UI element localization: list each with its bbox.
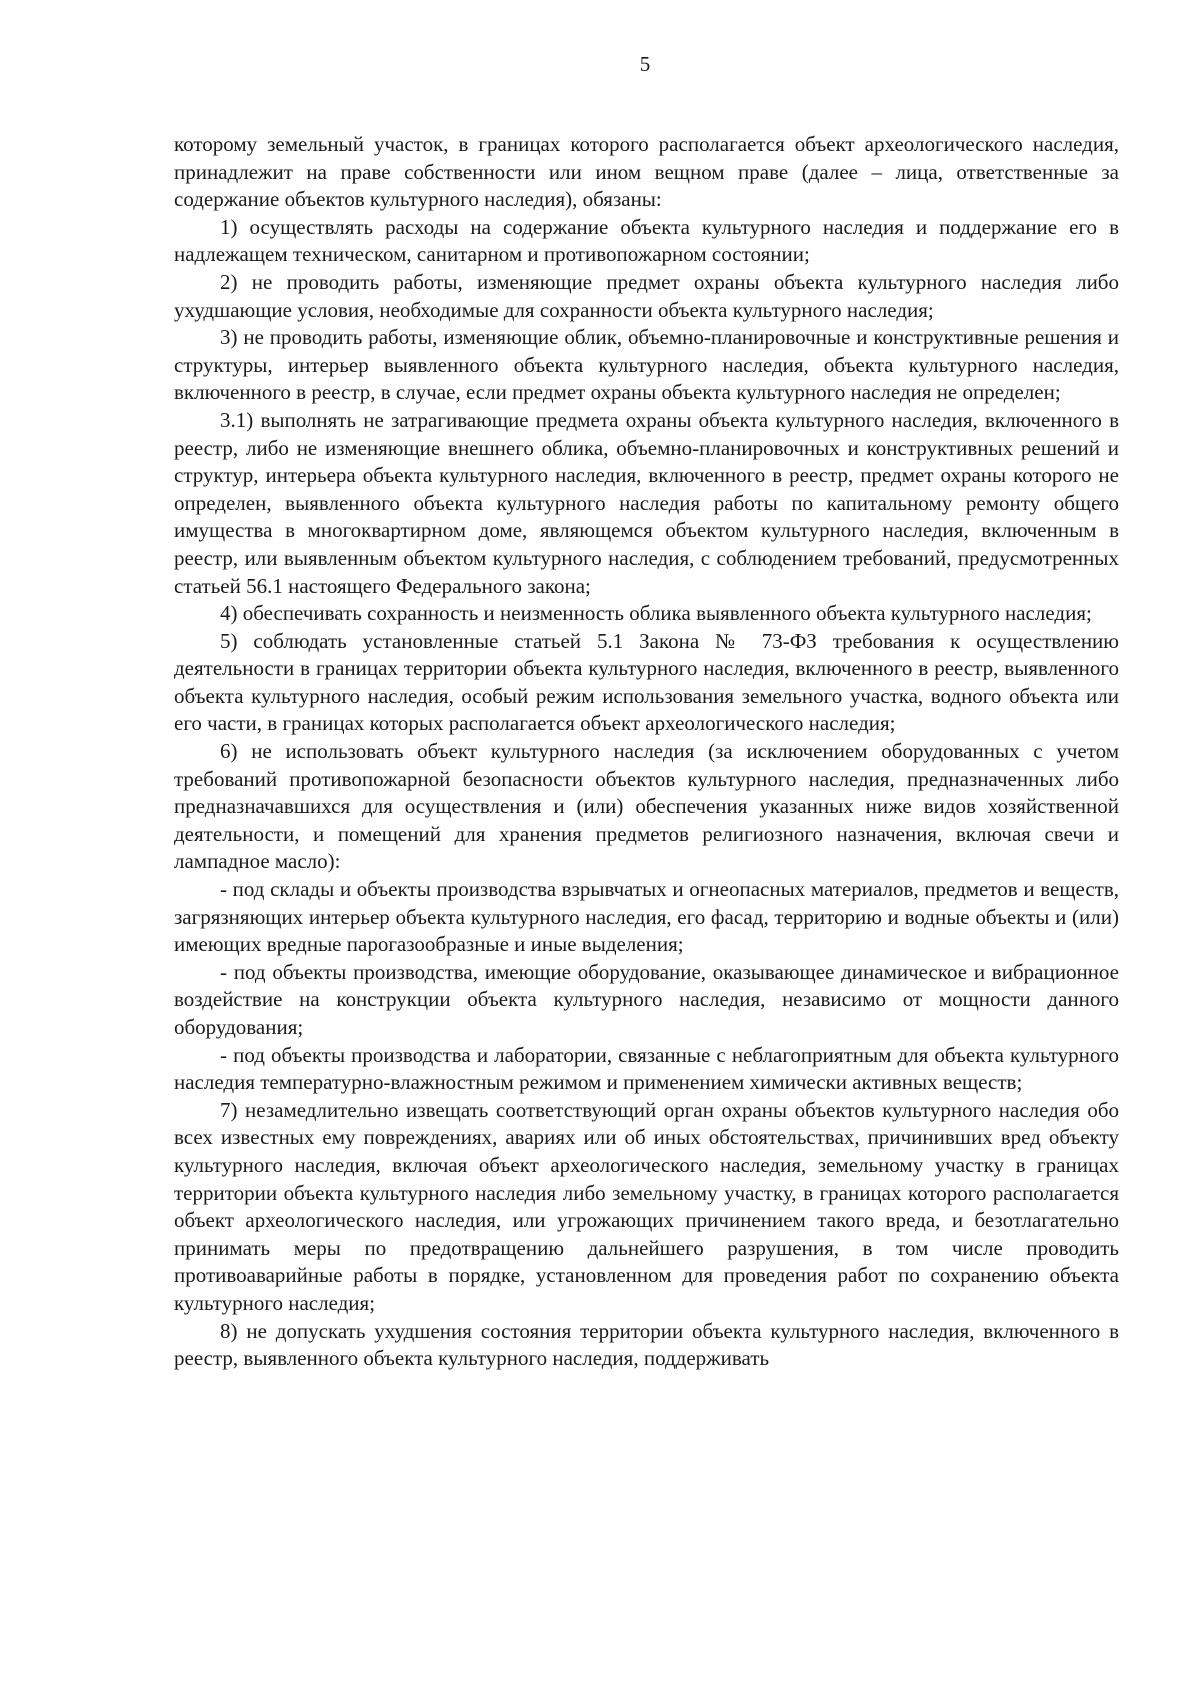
paragraph-item-4: 4) обеспечивать сохранность и неизменность облика выявленного объекта культурного наследия; [220, 601, 1092, 626]
page-number: 5 [639, 52, 651, 76]
paragraph-intro: которому земельный участок, в границах которого располагается объект археологического наследия, принадлежит на праве собственности или ином вещном праве (далее – лица, ответственные за содержание объектов культурного наследия), обязаны: [174, 132, 1119, 212]
paragraph-item-6: 6) не использовать объект культурного наследия (за исключением оборудованных с учетом требований противопожарной безопасности объектов культурного наследия, предназначенных либо предназначавшихся для осуществления и (или) обеспечения указанных ниже видов хозяйственной деятельности, и помещений для хранения предметов религиозного назначения, включая свечи и лампадное масло): [174, 739, 1119, 874]
paragraph-item-8: 8) не допускать ухудшения состояния территории объекта культурного наследия, включенного в реестр, выявленного объекта культурного наследия, поддерживать [174, 1318, 1119, 1371]
paragraph-item-3: 3) не проводить работы, изменяющие облик, объемно-планировочные и конструктивные решения и структуры, интерьер выявленного объекта культурного наследия, объекта культурного наследия, включенного в реестр, в случае, если предмет охраны объекта культурного наследия не определен; [174, 325, 1119, 405]
paragraph-item-1: 1) осуществлять расходы на содержание объекта культурного наследия и поддержание его в надлежащем техническом, санитарном и противопожарном состоянии; [174, 214, 1119, 267]
paragraph-item-7: 7) незамедлительно извещать соответствующий орган охраны объектов культурного наследия обо всех известных ему повреждениях, авариях или об иных обстоятельствах, причинивших вред объекту культурного наследия, включая объект археологического наследия, земельному участку в границах территории объекта культурного наследия либо земельному участку, в границах которого располагается объект археологического наследия, или угрожающих причинением такого вреда, и безотлагательно принимать меры по предотвращению дальнейшего разрушения, в том числе проводить противоаварийные работы в порядке, установленном для проведения работ по сохранению объекта культурного наследия; [174, 1097, 1119, 1315]
paragraph-dash-2: - под объекты производства, имеющие оборудование, оказывающее динамическое и вибрационное воздействие на конструкции объекта культурного наследия, независимо от мощности данного оборудования; [174, 959, 1119, 1039]
paragraph-item-2: 2) не проводить работы, изменяющие предмет охраны объекта культурного наследия либо ухудшающие условия, необходимые для сохранности объекта культурного наследия; [174, 269, 1119, 322]
paragraph-dash-1: - под склады и объекты производства взрывчатых и огнеопасных материалов, предметов и веществ, загрязняющих интерьер объекта культурного наследия, его фасад, территорию и водные объекты и (или) имеющих вредные парогазообразные и иные выделения; [174, 877, 1119, 957]
paragraph-item-3-1: 3.1) выполнять не затрагивающие предмета охраны объекта культурного наследия, включенного в реестр, либо не изменяющие внешнего облика, объемно-планировочных и конструктивных решений и структур, интерьера объекта культурного наследия, включенного в реестр, предмет охраны которого не определен, выявленного объекта культурного наследия работы по капитальному ремонту общего имущества в многоквартирном доме, являющемся объектом культурного наследия, включенным в реестр, или выявленным объектом культурного наследия, с соблюдением требований, предусмотренных статьей 56.1 настоящего Федерального закона; [174, 407, 1119, 598]
paragraph-dash-3: - под объекты производства и лаборатории, связанные с неблагоприятным для объекта культурного наследия температурно-влажностным режимом и применением химически активных веществ; [174, 1042, 1119, 1095]
document-body [174, 131, 1119, 1373]
paragraph-item-5: 5) соблюдать установленные статьей 5.1 Закона № 73-ФЗ требования к осуществлению деятельности в границах территории объекта культурного наследия, включенного в реестр, выявленного объекта культурного наследия, особый режим использования земельного участка, водного объекта или его части, в границах которых располагается объект археологического наследия; [174, 628, 1119, 736]
